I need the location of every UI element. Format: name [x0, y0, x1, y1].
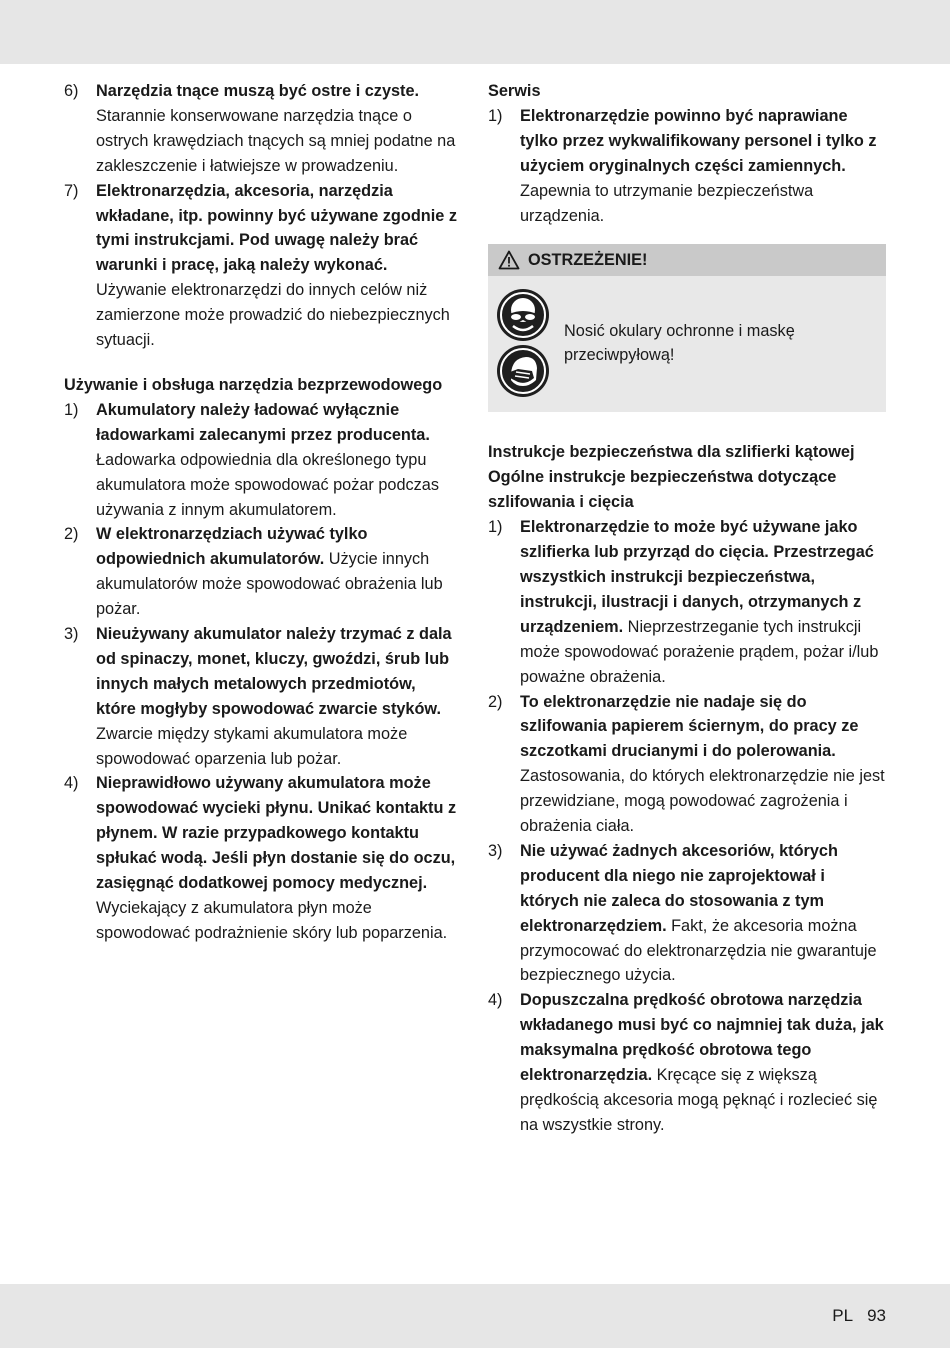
- item-text: Starannie konserwowane narzędzia tnące o ostrych krawędziach tnących są mniej podatne na zakleszczenie i łatwiejsze w prowadzeniu.: [96, 106, 456, 175]
- item-text: Używanie elektronarzędzi do innych celów niż zamierzone może prowadzić do niebezpiecznych sytuacji.: [96, 281, 450, 350]
- warning-title: OSTRZEŻENIE!: [528, 250, 648, 269]
- item-bold-text: Akumulatory należy ładować wyłącznie ładowarkami zalecanymi przez producenta.: [96, 400, 430, 444]
- item-bold-text: Nie używać żadnych akcesoriów, których producent dla niego nie zaprojektował i których nie zaleca do stosowania z tym elektronarzędziem.: [520, 841, 838, 935]
- item-text: Użycie innych akumulatorów może spowodować obrażenia lub pożar.: [96, 550, 443, 619]
- item-number: 1): [64, 400, 79, 419]
- section-subheading: Ogólne instrukcje bezpieczeństwa dotyczące szlifowania i cięcia: [488, 468, 837, 512]
- list-item: [64, 398, 459, 523]
- list-item: [64, 622, 459, 771]
- right-column: [488, 79, 888, 1138]
- item-number: 1): [488, 518, 503, 537]
- list-item: [64, 79, 459, 179]
- item-text: Zwarcie między stykami akumulatora może spowodować oparzenia lub pożar.: [96, 724, 408, 768]
- item-number: 7): [64, 181, 79, 200]
- list-item: [64, 771, 459, 945]
- safety-goggles-icon: [496, 288, 550, 342]
- page-footer: [832, 1306, 886, 1326]
- section-heading: Używanie i obsługa narzędzia bezprzewodowego: [64, 375, 443, 394]
- item-bold-text: Elektronarzędzia, akcesoria, narzędzia wkładane, itp. powinny być używane zgodnie z tymi instrukcjami. Pod uwagę należy brać warunki i pracę, jaką należy wykonać.: [96, 181, 457, 275]
- item-text: Zastosowania, do których elektronarzędzie nie jest przewidziane, mogą powodować zagrożenia i obrażenia ciała.: [520, 767, 885, 836]
- section-heading: Instrukcje bezpieczeństwa dla szlifierki kątowej: [488, 443, 855, 462]
- item-text: Kręcące się z większą prędkością akcesoria mogą pęknąć i rozlecieć się na wszystkie strony.: [520, 1066, 878, 1134]
- list-item: [488, 839, 888, 988]
- item-bold-text: Nieużywany akumulator należy trzymać z dala od spinaczy, monet, kluczy, gwoździ, śrub lub innych małych metalowych przedmiotów, które mogłyby spowodować zwarcie styków.: [96, 625, 452, 718]
- page-number: 93: [867, 1306, 886, 1325]
- item-number: 4): [488, 991, 503, 1010]
- item-bold-text: To elektronarzędzie nie nadaje się do szlifowania papierem ściernym, do pracy ze szczotkami drucianymi i do polerowania.: [520, 692, 859, 761]
- item-bold-text: W elektronarzędziach używać tylko odpowiednich akumulatorów.: [96, 525, 368, 569]
- item-bold-text: Elektronarzędzie to może być używane jako szlifierka lub przyrząd do cięcia. Przestrzegać wszystkich instrukcji bezpieczeństwa, instrukcji, ilustracji i danych, otrzymanych z urządzeniem.: [520, 518, 874, 636]
- item-text: Fakt, że akcesoria można przymocować do elektronarzędzia nie gwarantuje bezpiecznego użycia.: [520, 916, 877, 985]
- item-number: 6): [64, 82, 79, 100]
- list-item: [488, 690, 888, 839]
- header-band: [0, 0, 950, 64]
- warning-body: [488, 276, 886, 412]
- list-item: [488, 988, 888, 1137]
- item-bold-text: Nieprawidłowo używany akumulatora może spowodować wycieki płynu. Unikać kontaktu z płynem. W razie przypadkowego kontaktu spłukać wodą. Jeśli płyn dostanie się do oczu, zasięgnąć dodatkowej pomocy medycznej.: [96, 774, 457, 893]
- service-heading: Serwis: [488, 82, 541, 100]
- footer-band: [0, 1284, 950, 1348]
- item-text: Wyciekający z akumulatora płyn może spowodować podrażnienie skóry lub poparzenia.: [96, 899, 448, 942]
- warning-text: Nosić okulary ochronne i maskę przeciwpyłową!: [564, 321, 795, 365]
- item-number: 2): [488, 692, 503, 711]
- warning-box: [488, 244, 886, 412]
- item-number: 3): [488, 841, 503, 860]
- item-number: 2): [64, 525, 79, 544]
- language-code: PL: [832, 1306, 854, 1325]
- list-item: [64, 522, 459, 622]
- item-bold-text: Narzędzia tnące muszą być ostre i czyste.: [96, 82, 420, 100]
- item-bold-text: Elektronarzędzie powinno być naprawiane tylko przez wykwalifikowany personel i tylko z użyciem oryginalnych części zamiennych.: [520, 106, 877, 175]
- item-number: 4): [64, 774, 79, 793]
- warning-header: [488, 244, 886, 276]
- list-item: [64, 179, 459, 353]
- warning-triangle-icon: [498, 250, 520, 270]
- item-text: Ładowarka odpowiednia dla określonego typu akumulatora może spowodować pożar podczas używania z innym akumulatorem.: [96, 450, 439, 519]
- list-item: [488, 515, 888, 689]
- dust-mask-icon: [496, 344, 550, 398]
- item-number: 1): [488, 106, 503, 125]
- item-bold-text: Dopuszczalna prędkość obrotowa narzędzia wkładanego musi być co najmniej tak duża, jak maksymalna prędkość obrotowa tego elektronarzędzia.: [520, 991, 884, 1085]
- item-text: Nieprzestrzeganie tych instrukcji może spowodować porażenie prądem, pożar i/lub poważne obrażenia.: [520, 617, 879, 686]
- item-text: Zapewnia to utrzymanie bezpieczeństwa urządzenia.: [520, 181, 814, 225]
- left-column: [64, 79, 459, 946]
- list-item: [488, 104, 888, 229]
- item-number: 3): [64, 625, 79, 644]
